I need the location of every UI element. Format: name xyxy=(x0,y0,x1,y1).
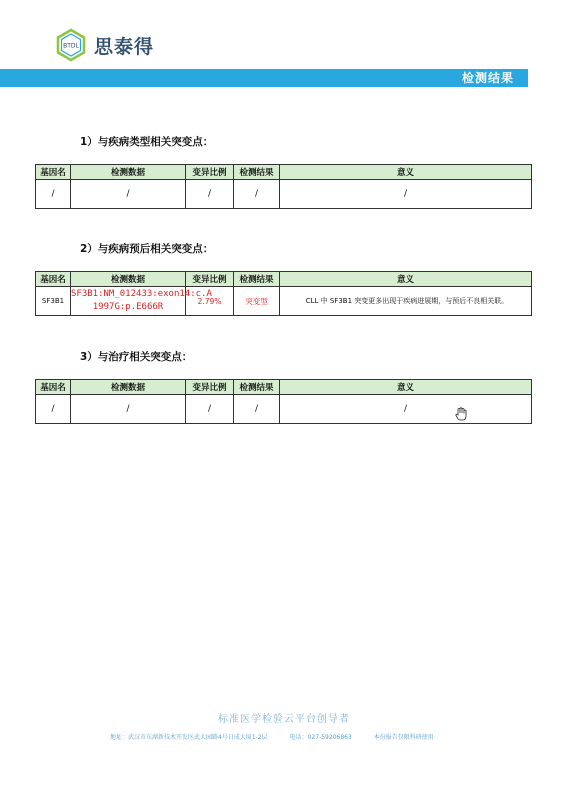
section-3-title: 3）与治疗相关突变点： xyxy=(80,351,193,363)
hand-cursor-icon xyxy=(455,406,467,420)
cell-meaning: / xyxy=(280,180,532,209)
table-header-row xyxy=(36,272,532,287)
header-data: 检测数据 xyxy=(71,165,186,180)
footer-phone: 电话：027-59206863 xyxy=(289,734,352,741)
cell-ratio: / xyxy=(186,180,234,209)
section-2-table xyxy=(35,271,532,316)
header-ratio: 变异比例 xyxy=(186,165,234,180)
logo-hexagon-icon xyxy=(54,28,88,62)
cell-gene: / xyxy=(36,395,71,424)
table-header-row xyxy=(36,380,532,395)
logo-name: 思泰得 xyxy=(94,35,155,58)
table-row xyxy=(36,287,532,316)
header-meaning: 意义 xyxy=(280,165,532,180)
cell-result: / xyxy=(234,395,280,424)
footer-address: 地址：武汉市东湖新技术开发区武大园路4号日成大厦1-2层 xyxy=(110,734,268,741)
cell-data: / xyxy=(71,395,186,424)
cell-meaning: CLL 中 SF3B1 突变更多出现于疾病进展期，与预后不良相关联。 xyxy=(280,287,532,316)
header-gene: 基因名 xyxy=(36,272,71,287)
header-meaning: 意义 xyxy=(280,272,532,287)
banner-title: 检测结果 xyxy=(461,71,514,85)
section-banner xyxy=(0,69,528,87)
logo-badge-text: BTDL xyxy=(63,42,79,50)
header-meaning: 意义 xyxy=(280,380,532,395)
cell-gene: / xyxy=(36,180,71,209)
footer-note: 本份报告仅限科研使用 xyxy=(373,734,434,741)
header-data: 检测数据 xyxy=(71,380,186,395)
footer-slogan: 标准医学检验云平台创导者 xyxy=(218,714,350,725)
cell-ratio: / xyxy=(186,395,234,424)
cell-data-line-2: 1997G:p.E666R xyxy=(92,302,164,312)
header-ratio: 变异比例 xyxy=(186,380,234,395)
header-ratio: 变异比例 xyxy=(186,272,234,287)
cell-data: / xyxy=(71,180,186,209)
cell-gene: SF3B1 xyxy=(36,287,71,316)
table-header-row xyxy=(36,165,532,180)
table-row xyxy=(36,180,532,209)
company-logo xyxy=(54,28,154,62)
cell-meaning: / xyxy=(280,395,532,424)
header-result: 检测结果 xyxy=(234,380,280,395)
header-data: 检测数据 xyxy=(71,272,186,287)
cell-result: / xyxy=(234,180,280,209)
header-result: 检测结果 xyxy=(234,165,280,180)
footer-info xyxy=(110,732,434,741)
header-gene: 基因名 xyxy=(36,380,71,395)
section-1-title: 1）与疾病类型相关突变点： xyxy=(80,136,214,148)
section-1-table xyxy=(35,164,532,209)
header-gene: 基因名 xyxy=(36,165,71,180)
section-2-title: 2）与疾病预后相关突变点： xyxy=(80,243,214,255)
cell-data-line-1: SF3B1:NM_012433:exon14:c.A xyxy=(71,289,212,299)
cell-ratio: 2.79% xyxy=(186,287,234,316)
header-result: 检测结果 xyxy=(234,272,280,287)
cell-result: 突变型 xyxy=(234,287,280,316)
